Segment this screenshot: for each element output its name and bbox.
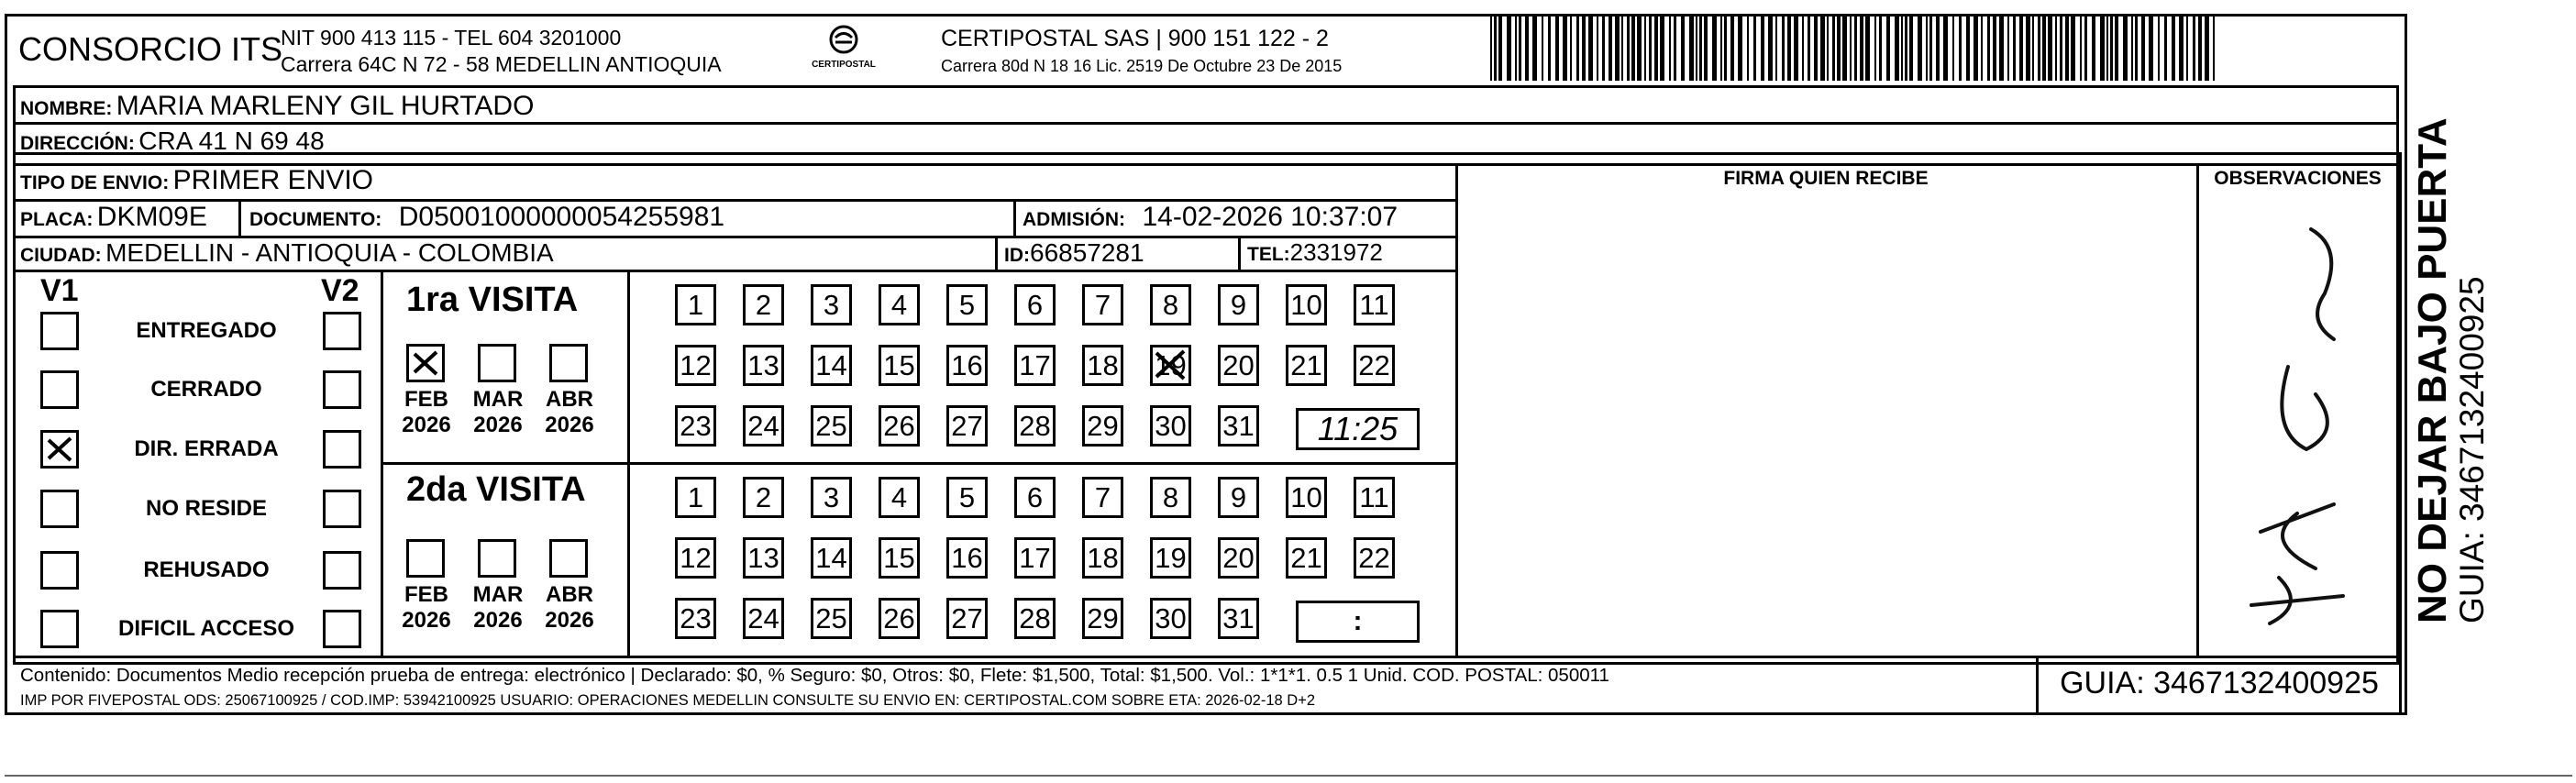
day-box[interactable]: 27 (946, 598, 988, 639)
side-warning: NO DEJAR BAJO PUERTA (2410, 117, 2455, 623)
barcode-bar (1959, 17, 1962, 81)
month-year: 2026 (545, 413, 594, 437)
day-box[interactable]: 31 (1218, 405, 1259, 447)
barcode-bar (1837, 17, 1841, 81)
barcode-bar (1654, 17, 1658, 81)
barcode-bar (2032, 17, 2034, 81)
barcode-bar (2007, 17, 2009, 81)
status-option-label: CERRADO (150, 377, 262, 402)
tel-value: 2331972 (1289, 238, 1383, 266)
bottom-scan-edge (5, 775, 2572, 777)
admission-value: 14-02-2026 10:37:07 (1142, 202, 1399, 232)
day-box[interactable]: 9 (1218, 284, 1259, 325)
day-box[interactable]: 19 (1150, 537, 1191, 579)
barcode-bar (1905, 17, 1907, 81)
barcode-bar (1696, 17, 1697, 81)
side-guia: GUIA: 3467132400925 (2453, 276, 2491, 623)
barcode-bar (2158, 17, 2160, 81)
footer-guia: GUIA: 3467132400925 (2060, 666, 2379, 700)
barcode-bar (1929, 17, 1932, 81)
tel-label: TEL: (1247, 244, 1290, 265)
observations-title: OBSERVACIONES (2214, 168, 2382, 189)
month-label (394, 582, 459, 634)
barcode-bar (2131, 17, 2133, 81)
barcode-bar (2123, 17, 2128, 81)
status-option-label: DIFICIL ACCESO (117, 616, 294, 641)
barcode-bar (1674, 17, 1676, 81)
day-box[interactable]: 3 (811, 477, 852, 518)
day-box[interactable]: 14 (811, 345, 852, 386)
barcode-bar (1943, 17, 1948, 81)
month-label (537, 387, 602, 438)
barcode-bar (2179, 17, 2184, 81)
month-checkbox[interactable] (549, 539, 588, 578)
barcode-bar (1886, 17, 1890, 81)
day-box[interactable]: 5 (946, 284, 988, 325)
barcode-bar (1660, 17, 1664, 81)
day-box[interactable]: 4 (879, 284, 920, 325)
status-option-label: NO RESIDE (145, 496, 268, 521)
barcode-bar (2172, 17, 2175, 81)
barcode-bar (1768, 17, 1773, 81)
day-box[interactable]: 10 (1286, 477, 1327, 518)
v2-checkbox[interactable] (323, 430, 361, 469)
day-box[interactable]: 17 (1014, 345, 1056, 386)
barcode-bar (1827, 17, 1829, 81)
carrier-license: Carrera 80d N 18 16 Lic. 2519 De Octubre 23 De 2015 (941, 57, 1343, 75)
barcode-bar (2026, 17, 2030, 81)
day-box[interactable]: 11 (1354, 284, 1395, 325)
day-box[interactable]: 1 (675, 284, 716, 325)
barcode-bar (1981, 17, 1983, 81)
barcode-bar (1999, 17, 2004, 81)
logo-emblem-icon (824, 24, 864, 55)
barcode-bar (1775, 17, 1777, 81)
v2-label: V2 (321, 273, 359, 308)
barcode-bar (1669, 17, 1671, 81)
barcode-bar (1747, 17, 1749, 81)
day-box[interactable]: 2 (743, 477, 784, 518)
barcode-bar (1563, 17, 1567, 81)
visit1-title: 1ra VISITA (406, 281, 579, 319)
day-box[interactable]: 28 (1014, 598, 1056, 639)
v2-checkbox[interactable] (323, 551, 361, 590)
v1-checkbox[interactable] (40, 370, 79, 409)
day-box[interactable]: 8 (1150, 284, 1191, 325)
day-box[interactable]: 18 (1082, 537, 1123, 579)
month-name: ABR (546, 582, 593, 607)
barcode-bar (1525, 17, 1529, 81)
company-nit: NIT 900 413 115 - TEL 604 3201000 (281, 26, 622, 50)
barcode-bar (1879, 17, 1882, 81)
barcode-bar (2019, 17, 2023, 81)
v1-checkbox[interactable] (40, 551, 79, 590)
month-name: FEB (404, 387, 448, 412)
barcode-bar (1631, 17, 1635, 81)
plate-label: PLACA: (20, 209, 94, 230)
month-label (537, 582, 602, 634)
month-checkbox[interactable] (406, 539, 445, 578)
barcode-bar (2038, 17, 2040, 81)
visit2-title: 2da VISITA (406, 470, 586, 509)
v1-checkbox[interactable] (40, 430, 79, 469)
barcode-bar (2055, 17, 2057, 81)
v2-checkbox[interactable] (323, 312, 361, 350)
admission-row (1023, 202, 1398, 233)
company-name: CONSORCIO ITS (18, 30, 283, 68)
barcode-bar (1842, 17, 1847, 81)
day-box[interactable]: 7 (1082, 284, 1123, 325)
shipment-type: PRIMER ENVIO (172, 165, 374, 195)
barcode-bar (1548, 17, 1551, 81)
visit1-time-field[interactable]: 11:25 (1296, 408, 1420, 450)
day-box[interactable]: 4 (879, 477, 920, 518)
address-label: DIRECCIÓN: (20, 133, 135, 154)
day-box[interactable]: 15 (879, 345, 920, 386)
month-checkbox[interactable] (406, 344, 445, 382)
day-box[interactable]: 30 (1150, 405, 1191, 447)
barcode-bar (2071, 17, 2075, 81)
barcode-bar (1627, 17, 1630, 81)
day-box[interactable]: 23 (675, 598, 716, 639)
barcode-bar (1808, 17, 1810, 81)
day-box[interactable]: 13 (743, 537, 784, 579)
day-box[interactable]: 12 (675, 537, 716, 579)
day-box[interactable]: 26 (879, 405, 920, 447)
barcode-bar (1681, 17, 1685, 81)
day-box[interactable]: 3 (811, 284, 852, 325)
month-year: 2026 (545, 608, 594, 633)
day-box[interactable]: 5 (946, 477, 988, 518)
address-row (20, 127, 325, 156)
v2-checkbox[interactable] (323, 490, 361, 528)
barcode (1490, 17, 2224, 81)
day-box[interactable]: 9 (1218, 477, 1259, 518)
barcode-bar (1689, 17, 1694, 81)
barcode-bar (2205, 17, 2209, 81)
day-box[interactable]: 8 (1150, 477, 1191, 518)
barcode-bar (1966, 17, 1970, 81)
day-box[interactable]: 14 (811, 537, 852, 579)
barcode-bar (2193, 17, 2195, 81)
barcode-bar (1987, 17, 1990, 81)
day-box[interactable]: 19 (1150, 345, 1191, 386)
visit2-time-field[interactable]: : (1296, 601, 1420, 643)
barcode-bar (1644, 17, 1646, 81)
v1-label: V1 (40, 273, 79, 308)
day-box[interactable]: 24 (743, 405, 784, 447)
barcode-bar (2013, 17, 2016, 81)
barcode-bar (1724, 17, 1727, 81)
day-box[interactable]: 18 (1082, 345, 1123, 386)
barcode-bar (1515, 17, 1517, 81)
document-value: D05001000000054255981 (398, 202, 725, 232)
barcode-bar (1615, 17, 1620, 81)
day-box[interactable]: 31 (1218, 598, 1259, 639)
barcode-bar (2135, 17, 2138, 81)
v1-checkbox[interactable] (40, 312, 79, 350)
barcode-bar (2042, 17, 2046, 81)
day-box[interactable]: 6 (1014, 477, 1056, 518)
month-name: ABR (546, 387, 593, 412)
day-box[interactable]: 25 (811, 405, 852, 447)
recipient-name: MARIA MARLENY GIL HURTADO (116, 91, 535, 121)
barcode-bar (1918, 17, 1922, 81)
barcode-bar (1490, 17, 1492, 81)
month-year: 2026 (402, 413, 451, 437)
carrier-name: CERTIPOSTAL SAS | 900 151 122 - 2 (941, 26, 1329, 51)
barcode-bar (1704, 17, 1708, 81)
day-box[interactable]: 24 (743, 598, 784, 639)
type-label: TIPO DE ENVIO: (20, 172, 170, 193)
barcode-bar (2149, 17, 2153, 81)
barcode-bar (1582, 17, 1586, 81)
barcode-bar (2092, 17, 2095, 81)
v1-checkbox[interactable] (40, 490, 79, 528)
day-box[interactable]: 12 (675, 345, 716, 386)
name-label: NOMBRE: (20, 98, 113, 119)
signature-title: FIRMA QUIEN RECIBE (1723, 168, 1929, 189)
barcode-bar (1952, 17, 1954, 81)
barcode-bar (1621, 17, 1623, 81)
status-option-label: REHUSADO (143, 557, 270, 582)
barcode-bar (2048, 17, 2052, 81)
barcode-bar (2213, 17, 2215, 81)
barcode-bar (1609, 17, 1612, 81)
handwritten-signature (2224, 211, 2380, 633)
certipostal-logo: CERTIPOSTAL (807, 24, 880, 70)
day-box[interactable]: 21 (1286, 345, 1327, 386)
barcode-bar (2198, 17, 2202, 81)
barcode-bar (1820, 17, 1825, 81)
v2-checkbox[interactable] (323, 370, 361, 409)
day-box[interactable]: 22 (1354, 537, 1395, 579)
day-box[interactable]: 10 (1286, 284, 1327, 325)
status-option-label: ENTREGADO (136, 318, 277, 343)
month-checkbox[interactable] (478, 344, 516, 382)
barcode-bar (2084, 17, 2087, 81)
barcode-bar (1787, 17, 1791, 81)
barcode-bar (1570, 17, 1572, 81)
month-checkbox[interactable] (549, 344, 588, 382)
plate-value: DKM09E (96, 202, 207, 232)
barcode-bar (2100, 17, 2105, 81)
day-box[interactable]: 29 (1082, 405, 1123, 447)
barcode-bar (1542, 17, 1543, 81)
day-box[interactable]: 16 (946, 537, 988, 579)
barcode-bar (1507, 17, 1511, 81)
barcode-bar (2110, 17, 2113, 81)
check-x-icon (409, 347, 442, 380)
status-option-label: DIR. ERRADA (134, 436, 279, 461)
day-box[interactable]: 25 (811, 598, 852, 639)
day-box[interactable]: 13 (743, 345, 784, 386)
barcode-bar (1576, 17, 1579, 81)
id-label: ID: (1004, 245, 1030, 266)
barcode-bar (1738, 17, 1742, 81)
id-value: 66857281 (1030, 238, 1144, 267)
day-box[interactable]: 27 (946, 405, 988, 447)
v1-checkbox[interactable] (40, 610, 79, 648)
barcode-bar (1637, 17, 1642, 81)
day-box[interactable]: 22 (1354, 345, 1395, 386)
city-value: MEDELLIN - ANTIOQUIA - COLOMBIA (105, 238, 554, 267)
barcode-bar (1649, 17, 1652, 81)
barcode-bar (1814, 17, 1818, 81)
barcode-bar (2106, 17, 2108, 81)
recipient-address: CRA 41 N 69 48 (138, 127, 325, 155)
day-box[interactable]: 23 (675, 405, 716, 447)
barcode-bar (1498, 17, 1502, 81)
day-box[interactable]: 30 (1150, 598, 1191, 639)
month-label (466, 387, 530, 438)
barcode-bar (1854, 17, 1857, 81)
barcode-bar (2060, 17, 2062, 81)
barcode-bar (1909, 17, 1913, 81)
footer-imp: IMP POR FIVEPOSTAL ODS: 25067100925 / COD.IMP: 53942100925 USUARIO: OPERACIONES MEDELLIN CONSULTE SU ENVIO EN: CERTIPOSTAL.COM SOBRE ETA: 2026-02-18 D+2 (20, 692, 1316, 709)
day-box[interactable]: 20 (1218, 345, 1259, 386)
month-checkbox[interactable] (478, 539, 516, 578)
barcode-bar (1730, 17, 1734, 81)
barcode-bar (1874, 17, 1876, 81)
barcode-bar (1832, 17, 1835, 81)
day-box[interactable]: 1 (675, 477, 716, 518)
barcode-bar (1860, 17, 1863, 81)
barcode-bar (1532, 17, 1537, 81)
barcode-bar (1753, 17, 1756, 81)
barcode-bar (1720, 17, 1722, 81)
barcode-bar (1802, 17, 1804, 81)
document-row (249, 202, 724, 233)
barcode-bar (2080, 17, 2082, 81)
check-x-icon (1151, 346, 1189, 384)
barcode-bar (1936, 17, 1940, 81)
day-box[interactable]: 26 (879, 598, 920, 639)
barcode-bar (2186, 17, 2188, 81)
day-box[interactable]: 2 (743, 284, 784, 325)
v2-checkbox[interactable] (323, 610, 361, 648)
city-label: CIUDAD: (20, 245, 102, 266)
barcode-bar (1865, 17, 1870, 81)
barcode-bar (1850, 17, 1852, 81)
day-box[interactable]: 7 (1082, 477, 1123, 518)
barcode-bar (1993, 17, 1996, 81)
month-label (394, 387, 459, 438)
month-name: MAR (472, 387, 524, 412)
day-box[interactable]: 28 (1014, 405, 1056, 447)
day-box[interactable]: 20 (1218, 537, 1259, 579)
barcode-bar (1926, 17, 1928, 81)
month-year: 2026 (473, 413, 523, 437)
month-year: 2026 (473, 608, 523, 633)
admission-label: ADMISIÓN: (1023, 209, 1125, 230)
day-box[interactable]: 16 (946, 345, 988, 386)
barcode-bar (1597, 17, 1598, 81)
barcode-bar (1519, 17, 1521, 81)
month-label (466, 582, 530, 634)
barcode-bar (2115, 17, 2118, 81)
tel-row (1247, 238, 1383, 267)
barcode-bar (1761, 17, 1764, 81)
barcode-bar (2065, 17, 2069, 81)
day-box[interactable]: 17 (1014, 537, 1056, 579)
barcode-bar (2141, 17, 2145, 81)
day-box[interactable]: 11 (1354, 477, 1395, 518)
city-row (20, 238, 554, 268)
barcode-bar (2164, 17, 2167, 81)
id-row (1004, 238, 1144, 268)
barcode-bar (1794, 17, 1798, 81)
barcode-bar (1712, 17, 1717, 81)
day-box[interactable]: 29 (1082, 598, 1123, 639)
document-label: DOCUMENTO: (249, 209, 382, 230)
month-year: 2026 (402, 608, 451, 633)
type-row (20, 165, 373, 196)
barcode-bar (1699, 17, 1702, 81)
check-x-icon (43, 433, 76, 466)
barcode-bar (1494, 17, 1497, 81)
month-name: MAR (472, 582, 524, 607)
day-box[interactable]: 15 (879, 537, 920, 579)
day-box[interactable]: 21 (1286, 537, 1327, 579)
name-row (20, 91, 534, 122)
barcode-bar (1901, 17, 1903, 81)
barcode-bar (1973, 17, 1978, 81)
barcode-bar (1602, 17, 1605, 81)
plate-row (20, 202, 207, 233)
barcode-bar (1555, 17, 1559, 81)
month-name: FEB (404, 582, 448, 607)
barcode-bar (1782, 17, 1785, 81)
day-box[interactable]: 6 (1014, 284, 1056, 325)
company-address: Carrera 64C N 72 - 58 MEDELLIN ANTIOQUIA (281, 52, 722, 76)
barcode-bar (1588, 17, 1593, 81)
barcode-bar (1895, 17, 1899, 81)
footer-content: Contenido: Documentos Medio recepción prueba de entrega: electrónico | Declarado: $0, % Seguro: $0, Otros: $0, Flete: $1,500, Total: $1,500. Vol.: 1*1*1. 0.5 1 Unid. COD. POSTAL: 050011 (20, 665, 1609, 686)
